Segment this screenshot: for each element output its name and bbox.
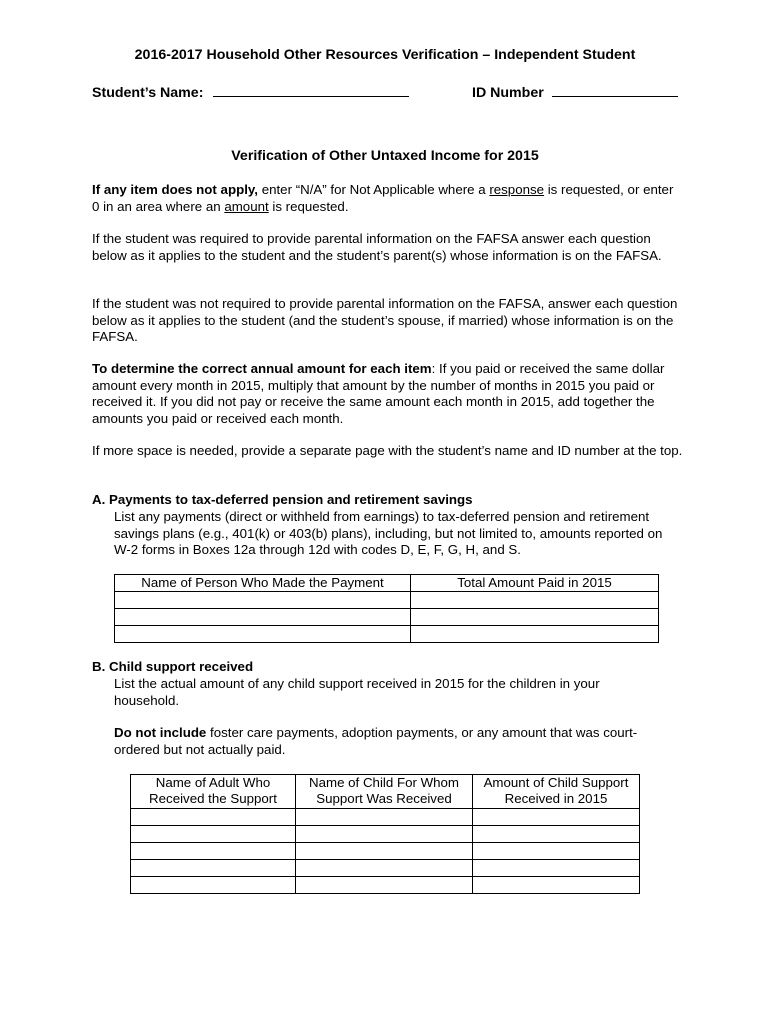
table-cell-input[interactable] — [473, 877, 640, 894]
form-title: 2016-2017 Household Other Resources Verification – Independent Student — [134, 47, 636, 63]
table-header-support-amount: Amount of Child Support Received in 2015 — [473, 775, 640, 809]
table-cell-input[interactable] — [296, 826, 473, 843]
not-applicable-instructions — [92, 182, 684, 215]
table-cell-input[interactable] — [131, 809, 296, 826]
student-name-label: Student’s Name: — [92, 85, 204, 101]
table-cell-input[interactable] — [115, 626, 411, 643]
table-cell-input[interactable] — [411, 609, 659, 626]
section-a-body: List any payments (direct or withheld from earnings) to tax-deferred pension and retirement savings plans (e.g., 401(k) or 403(b) plans), including, but not limited to, amounts reported on W-2 forms in Boxes 12a through 12d with codes D, E, F, G, H, and S. — [114, 509, 663, 557]
table-header-amount: Total Amount Paid in 2015 — [411, 575, 659, 592]
table-cell-input[interactable] — [131, 826, 296, 843]
table-header-adult: Name of Adult Who Received the Support — [131, 775, 296, 809]
table-cell-input[interactable] — [473, 860, 640, 877]
annual-amount-paragraph — [92, 361, 684, 427]
table-cell-input[interactable] — [296, 877, 473, 894]
table-row — [115, 592, 659, 609]
section-subtitle: Verification of Other Untaxed Income for 2015 — [231, 148, 539, 164]
table-cell-input[interactable] — [115, 609, 411, 626]
parental-info-paragraph: If the student was required to provide parental information on the FAFSA answer each question below as it applies to the student and the student’s parent(s) whose information is on the FAFSA. — [92, 231, 662, 263]
do-not-include-text: foster care payments, adoption payments, or any amount that was court-ordered but not actually paid. — [114, 725, 638, 757]
do-not-include-bold: Do not include — [114, 725, 207, 740]
na-bold-text: If any item does not apply, — [92, 182, 258, 197]
table-cell-input[interactable] — [473, 809, 640, 826]
table-row — [115, 609, 659, 626]
na-response-word: response — [489, 182, 545, 197]
table-row — [131, 843, 640, 860]
do-not-include-paragraph — [114, 725, 664, 758]
student-name-group — [92, 84, 409, 102]
table-row — [115, 626, 659, 643]
table-cell-input[interactable] — [131, 843, 296, 860]
more-space-paragraph: If more space is needed, provide a separate page with the student’s name and ID number at the top. — [92, 443, 683, 458]
table-header-person: Name of Person Who Made the Payment — [115, 575, 411, 592]
section-b-body: List the actual amount of any child support received in 2015 for the children in your household. — [114, 676, 600, 708]
section-a-heading: A. Payments to tax-deferred pension and retirement savings — [92, 492, 473, 507]
table-row — [131, 860, 640, 877]
id-number-label: ID Number — [472, 85, 544, 101]
table-cell-input[interactable] — [115, 592, 411, 609]
table-header-child: Name of Child For Whom Support Was Received — [296, 775, 473, 809]
child-support-table — [130, 774, 640, 894]
table-cell-input[interactable] — [131, 860, 296, 877]
table-cell-input[interactable] — [411, 592, 659, 609]
id-number-group — [472, 84, 678, 102]
pension-payments-table — [114, 574, 659, 643]
table-row — [131, 809, 640, 826]
table-row — [131, 877, 640, 894]
student-name-field[interactable] — [213, 84, 409, 97]
table-cell-input[interactable] — [473, 826, 640, 843]
annual-amount-text: : If you paid or received the same dollar amount every month in 2015, multiply that amount by the number of months in 2015 you paid or received it. If you did not pay or receive the same amount each month in 2015, add together the amounts you paid or received each month. — [92, 361, 665, 426]
annual-amount-bold: To determine the correct annual amount for each item — [92, 361, 432, 376]
na-text-1: enter “N/A” for Not Applicable where a — [258, 182, 490, 197]
no-parental-info-paragraph: If the student was not required to provide parental information on the FAFSA, answer each question below as it applies to the student (and the student’s spouse, if married) whose information is on the FAFSA. — [92, 296, 678, 344]
table-cell-input[interactable] — [131, 877, 296, 894]
table-cell-input[interactable] — [296, 843, 473, 860]
table-cell-input[interactable] — [411, 626, 659, 643]
table-cell-input[interactable] — [296, 809, 473, 826]
table-cell-input[interactable] — [296, 860, 473, 877]
na-amount-word: amount — [224, 198, 269, 214]
na-text-2: is requested, or enter 0 in an area where an — [92, 182, 674, 214]
id-number-field[interactable] — [552, 84, 678, 97]
table-row — [131, 826, 640, 843]
na-text-3: is requested. — [268, 198, 349, 214]
table-cell-input[interactable] — [473, 843, 640, 860]
section-b-heading: B. Child support received — [92, 659, 254, 674]
